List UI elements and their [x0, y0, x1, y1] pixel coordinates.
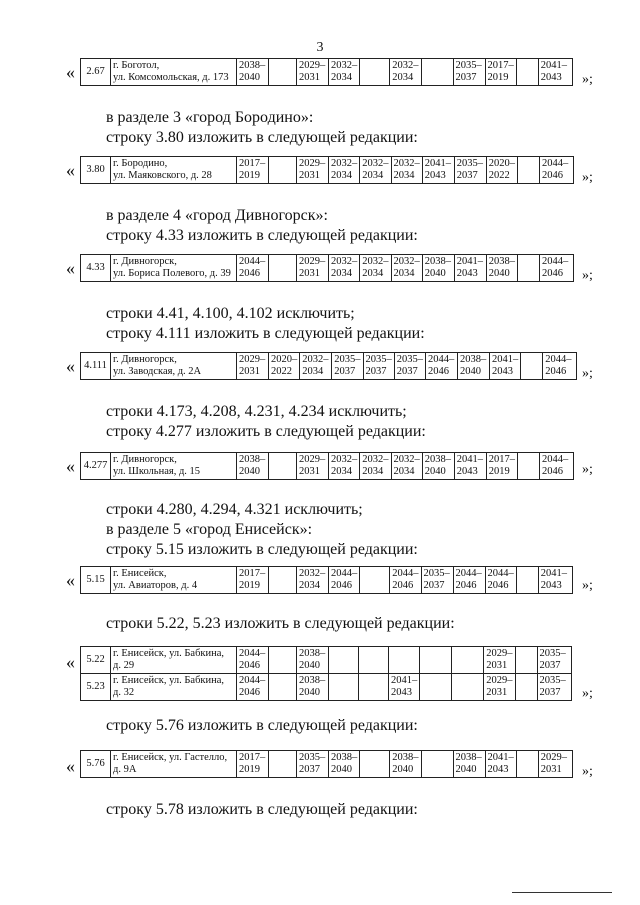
year-range-cell: 2035– 2037	[453, 59, 485, 86]
year-range-cell: 2035– 2037	[394, 353, 425, 380]
paragraph: строку 3.80 изложить в следующей редакции:	[106, 129, 418, 146]
year-range-cell: 2020– 2022	[486, 157, 517, 184]
year-range-cell	[515, 647, 537, 674]
quote-close: »;	[582, 764, 593, 779]
year-range-cell: 2032– 2034	[329, 255, 360, 282]
year-range-cell: 2032– 2034	[297, 567, 329, 594]
row-table	[80, 750, 573, 778]
year-range-cell: 2020– 2022	[269, 353, 300, 380]
row-number: 2.67	[81, 59, 111, 86]
year-range-cell: 2029– 2031	[297, 255, 329, 282]
address-line: г. Дивногорск,	[113, 454, 177, 465]
year-range-cell	[360, 59, 390, 86]
year-range-cell: 2044– 2046	[237, 674, 269, 701]
year-range-cell	[516, 567, 538, 594]
year-range-cell	[269, 453, 297, 480]
year-range-cell	[516, 59, 538, 86]
year-range-cell: 2035– 2037	[454, 157, 486, 184]
address-line: ул. Комсомольская, д. 173	[113, 72, 229, 83]
year-range-cell	[521, 353, 543, 380]
year-range-cell: 2038– 2040	[422, 255, 454, 282]
quote-close: »;	[582, 72, 593, 87]
year-range-cell	[269, 751, 297, 778]
year-range-cell: 2038– 2040	[453, 751, 485, 778]
year-range-cell: 2041– 2043	[485, 751, 516, 778]
year-range-cell: 2029– 2031	[297, 453, 329, 480]
year-range-cell: 2038– 2040	[297, 647, 329, 674]
year-range-cell	[269, 157, 297, 184]
quote-open: «	[66, 160, 75, 180]
address-cell	[111, 453, 237, 480]
year-range-cell	[329, 647, 359, 674]
row-number: 5.15	[81, 567, 111, 594]
address-line: ул. Школьная, д. 15	[113, 466, 201, 477]
year-range-cell	[269, 674, 297, 701]
address-line: ул. Авиаторов, д. 4	[113, 580, 198, 591]
row-table	[80, 646, 572, 701]
paragraph: в разделе 3 «город Бородино»:	[106, 109, 314, 126]
paragraph: строку 4.111 изложить в следующей редакции:	[106, 325, 425, 342]
table-row	[81, 751, 573, 778]
address-line: ул. Бориса Полевого, д. 39	[113, 268, 231, 279]
year-range-cell: 2035– 2037	[363, 353, 394, 380]
row-table	[80, 254, 574, 282]
address-cell	[111, 255, 237, 282]
paragraph: строки 4.41, 4.100, 4.102 исключить;	[106, 305, 355, 322]
quote-open: «	[66, 570, 75, 590]
year-range-cell	[518, 453, 540, 480]
year-range-cell: 2032– 2034	[390, 59, 421, 86]
year-range-cell: 2044– 2046	[540, 453, 574, 480]
address-line: г. Дивногорск,	[113, 354, 177, 365]
year-range-cell: 2029– 2031	[237, 353, 269, 380]
year-range-cell	[420, 674, 452, 701]
table-row	[81, 674, 572, 701]
year-range-cell	[269, 647, 297, 674]
address-line: г. Дивногорск,	[113, 256, 177, 267]
year-range-cell: 2029– 2031	[484, 674, 515, 701]
year-range-cell: 2032– 2034	[360, 255, 391, 282]
paragraph: строку 5.15 изложить в следующей редакции:	[106, 541, 418, 558]
year-range-cell: 2017– 2019	[486, 453, 517, 480]
address-line: г. Енисейск, ул. Гастелло,	[113, 752, 228, 763]
year-range-cell: 2032– 2034	[360, 453, 391, 480]
year-range-cell: 2044– 2046	[543, 353, 577, 380]
quote-close: »;	[582, 170, 593, 185]
row-number: 3.80	[81, 157, 111, 184]
year-range-cell	[360, 751, 390, 778]
year-range-cell: 2041– 2043	[538, 567, 572, 594]
paragraph: строки 5.22, 5.23 изложить в следующей редакции:	[106, 615, 455, 632]
address-line: д. 29	[113, 660, 135, 671]
row-table	[80, 58, 573, 86]
year-range-cell	[389, 647, 420, 674]
quote-close: »;	[582, 366, 593, 381]
row-number: 4.277	[81, 453, 111, 480]
year-range-cell: 2017– 2019	[237, 751, 269, 778]
row-table	[80, 452, 574, 480]
year-range-cell: 2038– 2040	[237, 59, 269, 86]
row-number: 5.22	[81, 647, 111, 674]
year-range-cell: 2032– 2034	[329, 59, 360, 86]
year-range-cell	[452, 647, 484, 674]
year-range-cell: 2041– 2043	[490, 353, 521, 380]
paragraph: строки 4.173, 4.208, 4.231, 4.234 исключить;	[106, 403, 407, 420]
year-range-cell: 2035– 2037	[297, 751, 329, 778]
year-range-cell: 2029– 2031	[484, 647, 515, 674]
year-range-cell: 2044– 2046	[426, 353, 458, 380]
year-range-cell: 2041– 2043	[422, 157, 454, 184]
address-line: д. 9А	[113, 764, 137, 775]
row-number: 4.33	[81, 255, 111, 282]
address-cell	[111, 567, 237, 594]
table-row	[81, 453, 574, 480]
year-range-cell	[269, 567, 297, 594]
paragraph: в разделе 5 «город Енисейск»:	[106, 521, 313, 538]
year-range-cell	[329, 674, 359, 701]
address-line: ул. Заводская, д. 2А	[113, 366, 202, 377]
address-cell	[111, 157, 237, 184]
year-range-cell	[360, 567, 390, 594]
year-range-cell: 2032– 2034	[391, 255, 422, 282]
year-range-cell	[516, 751, 538, 778]
address-line: ул. Маяковского, д. 28	[113, 170, 212, 181]
year-range-cell: 2044– 2046	[329, 567, 360, 594]
year-range-cell	[359, 647, 389, 674]
year-range-cell: 2044– 2046	[540, 157, 574, 184]
year-range-cell: 2044– 2046	[453, 567, 485, 594]
year-range-cell: 2038– 2040	[329, 751, 360, 778]
year-range-cell: 2044– 2046	[485, 567, 516, 594]
quote-close: »;	[582, 268, 593, 283]
paragraph: строку 4.277 изложить в следующей редакции:	[106, 423, 426, 440]
year-range-cell: 2032– 2034	[329, 453, 360, 480]
paragraph: строку 5.78 изложить в следующей редакции:	[106, 801, 418, 818]
year-range-cell: 2038– 2040	[297, 674, 329, 701]
year-range-cell: 2017– 2019	[237, 567, 269, 594]
year-range-cell: 2017– 2019	[485, 59, 516, 86]
row-table	[80, 156, 574, 184]
year-range-cell: 2038– 2040	[458, 353, 490, 380]
year-range-cell	[515, 674, 537, 701]
quote-open: «	[66, 258, 75, 278]
address-cell	[111, 674, 237, 701]
year-range-cell: 2035– 2037	[537, 674, 571, 701]
year-range-cell	[518, 255, 540, 282]
table-row	[81, 567, 573, 594]
row-number: 5.76	[81, 751, 111, 778]
year-range-cell: 2035– 2037	[537, 647, 571, 674]
quote-open: «	[66, 756, 75, 776]
paragraph: строку 4.33 изложить в следующей редакции:	[106, 227, 418, 244]
year-range-cell: 2038– 2040	[390, 751, 421, 778]
table-row	[81, 647, 572, 674]
address-line: г. Енисейск, ул. Бабкина,	[113, 648, 225, 659]
page-number: 3	[316, 40, 324, 55]
row-number: 4.111	[81, 353, 111, 380]
address-cell	[111, 59, 237, 86]
row-table	[80, 566, 573, 594]
table-row	[81, 59, 573, 86]
quote-open: «	[66, 356, 75, 376]
year-range-cell: 2032– 2034	[360, 157, 391, 184]
address-line: г. Енисейск, ул. Бабкина,	[113, 675, 225, 686]
year-range-cell: 2044– 2046	[237, 647, 269, 674]
year-range-cell: 2041– 2043	[538, 59, 572, 86]
year-range-cell	[421, 751, 453, 778]
table-row	[81, 157, 574, 184]
quote-close: »;	[582, 462, 593, 477]
quote-close: »;	[582, 578, 593, 593]
year-range-cell: 2017– 2019	[237, 157, 269, 184]
address-line: г. Боготол,	[113, 60, 160, 71]
year-range-cell: 2032– 2034	[391, 157, 422, 184]
paragraph: в разделе 4 «город Дивногорск»:	[106, 207, 328, 224]
year-range-cell: 2029– 2031	[297, 59, 329, 86]
address-cell	[111, 353, 237, 380]
row-number: 5.23	[81, 674, 111, 701]
year-range-cell: 2044– 2046	[237, 255, 269, 282]
year-range-cell: 2044– 2046	[540, 255, 574, 282]
address-line: д. 32	[113, 687, 135, 698]
year-range-cell: 2035– 2037	[421, 567, 453, 594]
year-range-cell	[452, 674, 484, 701]
quote-open: «	[66, 456, 75, 476]
year-range-cell: 2038– 2040	[237, 453, 269, 480]
footer-rule	[512, 892, 612, 893]
year-range-cell	[269, 255, 297, 282]
address-line: г. Енисейск,	[113, 568, 167, 579]
year-range-cell: 2032– 2034	[300, 353, 332, 380]
year-range-cell: 2041– 2043	[454, 453, 486, 480]
year-range-cell	[518, 157, 540, 184]
address-line: г. Бородино,	[113, 158, 168, 169]
table-row	[81, 353, 577, 380]
paragraph: строки 4.280, 4.294, 4.321 исключить;	[106, 501, 363, 518]
quote-close: »;	[582, 686, 593, 701]
year-range-cell: 2038– 2040	[422, 453, 454, 480]
year-range-cell: 2029– 2031	[538, 751, 572, 778]
year-range-cell: 2032– 2034	[391, 453, 422, 480]
row-table	[80, 352, 577, 380]
year-range-cell	[269, 59, 297, 86]
year-range-cell: 2038– 2040	[486, 255, 517, 282]
quote-open: «	[66, 652, 75, 672]
year-range-cell: 2035– 2037	[332, 353, 363, 380]
year-range-cell: 2041– 2043	[389, 674, 420, 701]
quote-open: «	[66, 62, 75, 82]
table-row	[81, 255, 574, 282]
year-range-cell	[420, 647, 452, 674]
address-cell	[111, 647, 237, 674]
year-range-cell	[421, 59, 453, 86]
address-cell	[111, 751, 237, 778]
paragraph: строку 5.76 изложить в следующей редакции:	[106, 717, 418, 734]
year-range-cell: 2029– 2031	[297, 157, 329, 184]
year-range-cell: 2032– 2034	[329, 157, 360, 184]
year-range-cell: 2041– 2043	[454, 255, 486, 282]
year-range-cell	[359, 674, 389, 701]
year-range-cell: 2044– 2046	[390, 567, 421, 594]
